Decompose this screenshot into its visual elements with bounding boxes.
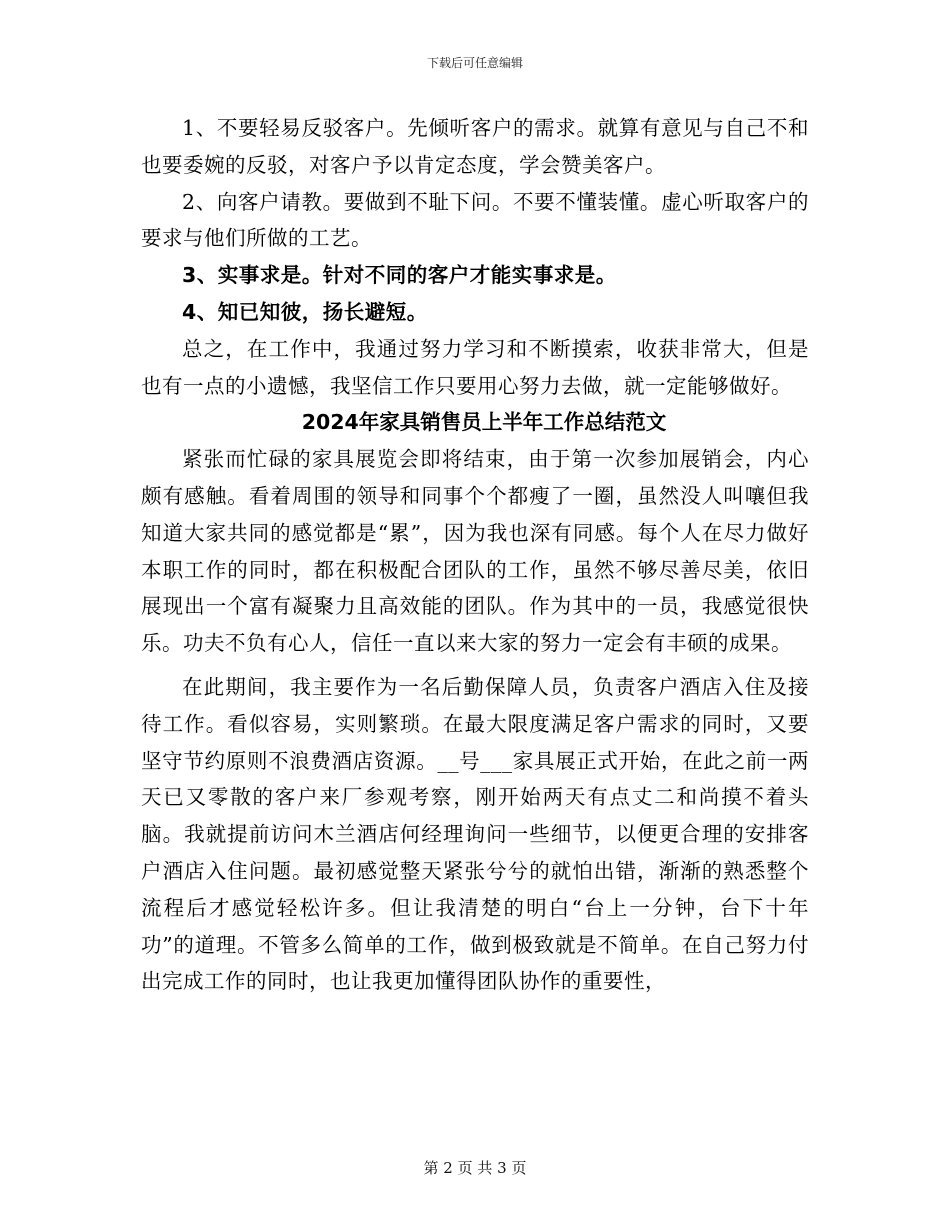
paragraph-5: 总之，在工作中，我通过努力学习和不断摸索，收获非常大，但是也有一点的小遗憾，我坚信工作只要用心努力去做，就一定能够做好。 <box>141 336 809 398</box>
page-header: 下载后可任意编辑 <box>426 56 523 70</box>
paragraph-4: 4、知已知彼，扬长避短。 <box>182 299 428 324</box>
paragraph-1: 1、不要轻易反驳客户。先倾听客户的需求。就算有意见与自己不和也要委婉的反驳，对客户予以肯定态度，学会赞美客户。 <box>141 116 809 177</box>
page-footer: 第 2 页 共 3 页 <box>423 1159 527 1177</box>
paragraph-7: 在此期间，我主要作为一名后勤保障人员，负责客户酒店入住及接待工作。看似容易，实则繁琐。在最大限度满足客户需求的同时，又要坚守节约原则不浪费酒店资源。__号___家具展正式开始，在此之前一两天已又零散的客户来厂参观考察，刚开始两天有点丈二和尚摸不着头脑。我就提前访问木兰酒店何经理询问一些细节，以便更合理的安排客户酒店入住问题。最初感觉整天紧张兮兮的就怕出错，渐渐的熟悉整个流程后才感觉轻松许多。但让我清楚的明白“台上一分钟，台下十年功”的道理。不管多么简单的工作，做到极致就是不简单。在自己努力付出完成工作的同时，也让我更加懂得团队协作的重要性， <box>141 674 809 994</box>
paragraph-6: 紧张而忙碌的家具展览会即将结束，由于第一次参加展销会，内心颇有感触。看着周围的领导和同事个个都瘦了一圈，虽然没人叫嚷但我知道大家共同的感觉都是“累”，因为我也深有同感。每个人在尽力做好本职工作的同时，都在积极配合团队的工作，虽然不够尽善尽美，依旧展现出一个富有凝聚力且高效能的团队。作为其中的一员，我感觉很快乐。功夫不负有心人，信任一直以来大家的努力一定会有丰硕的成果。 <box>141 447 809 656</box>
document-body <box>141 110 809 1000</box>
section-title: 2024年家具销售员上半年工作总结范文 <box>301 410 667 435</box>
paragraph-2: 2、向客户请教。要做到不耻下问。不要不懂装懂。虚心听取客户的要求与他们所做的工艺。 <box>141 189 809 251</box>
paragraph-3: 3、实事求是。针对不同的客户才能实事求是。 <box>182 263 617 288</box>
paragraph-gap <box>141 662 809 669</box>
